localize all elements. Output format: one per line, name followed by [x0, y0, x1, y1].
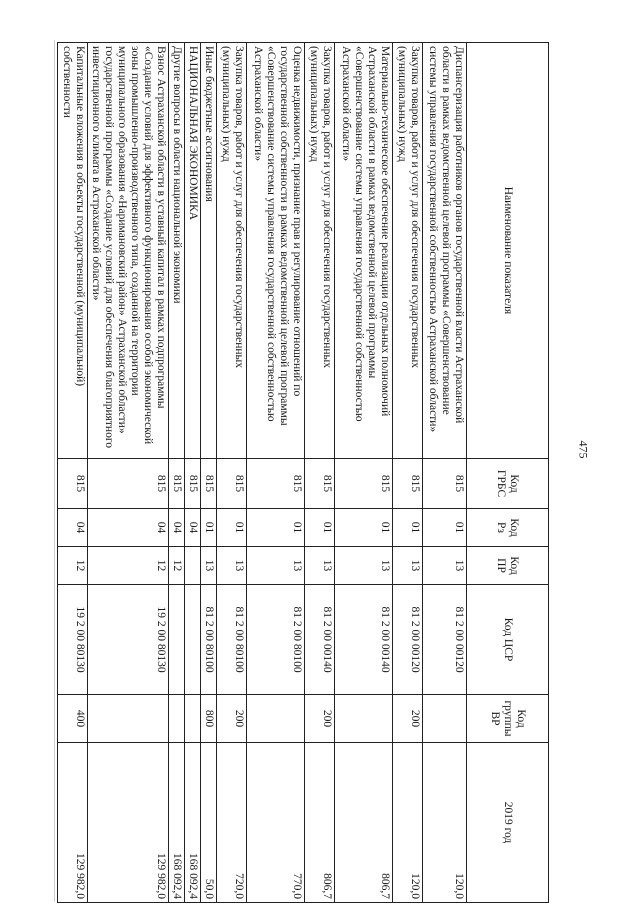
- cell-name: Диспансеризация работников органов государственной власти Астраханской области в рамках ведомственной целевой программы «Совершенствование системы управления государственной собственностью Астраханской области»: [423, 43, 467, 459]
- cell-pr: 13: [201, 547, 217, 585]
- cell-name: Закупка товаров, работ и услуг для обеспечения государственных (муниципальных) нужд: [305, 43, 335, 459]
- cell-csr: 19 2 00 80130: [58, 585, 88, 695]
- cell-grbs: 815: [423, 459, 467, 509]
- cell-rz: 01: [201, 509, 217, 547]
- cell-vr: 800: [201, 695, 217, 743]
- cell-csr: 81 2 00 00120: [423, 585, 467, 695]
- cell-year: 806,7: [305, 743, 335, 903]
- cell-csr: 81 2 00 00140: [335, 585, 393, 695]
- cell-vr: 400: [58, 695, 88, 743]
- cell-grbs: 815: [393, 459, 423, 509]
- cell-vr: 200: [393, 695, 423, 743]
- cell-year: 129 982,0: [88, 743, 169, 903]
- cell-name: Материально-техническое обеспечение реализации отдельных полномочий Астраханской области в рамках ведомственной целевой программы «Совершенствование системы управления государственной собственностью Астраханской области»: [335, 43, 393, 459]
- cell-name: Закупка товаров, работ и услуг для обеспечения государственных (муниципальных) нужд: [393, 43, 423, 459]
- cell-vr: [88, 695, 169, 743]
- table-row: [393, 43, 423, 903]
- cell-rz: 04: [58, 509, 88, 547]
- cell-rz: 01: [217, 509, 247, 547]
- cell-rz: 04: [169, 509, 185, 547]
- budget-table: [57, 42, 549, 903]
- table-row: [305, 43, 335, 903]
- cell-name: Капитальные вложения в объекты государственной (муниципальной) собственности: [58, 43, 88, 459]
- cell-vr: [335, 695, 393, 743]
- rotated-table-container: [61, 42, 549, 902]
- header-row: [467, 43, 549, 903]
- cell-grbs: 815: [217, 459, 247, 509]
- cell-csr: 81 2 00 80100: [201, 585, 217, 695]
- cell-pr: 13: [305, 547, 335, 585]
- cell-name: Иные бюджетные ассигнования: [201, 43, 217, 459]
- table-row: [423, 43, 467, 903]
- table-row: [335, 43, 393, 903]
- table-row: [201, 43, 217, 903]
- header-grbs: Код ГРБС: [467, 459, 549, 509]
- cell-csr: 19 2 00 80130: [88, 585, 169, 695]
- cell-csr: [169, 585, 185, 695]
- cell-rz: 01: [393, 509, 423, 547]
- header-pr: Код ПР: [467, 547, 549, 585]
- cell-name: НАЦИОНАЛЬНАЯ ЭКОНОМИКА: [185, 43, 201, 459]
- table-body: [58, 43, 467, 903]
- cell-name: Другие вопросы в области национальной экономики: [169, 43, 185, 459]
- cell-pr: 13: [393, 547, 423, 585]
- table-row: [185, 43, 201, 903]
- cell-year: 120,0: [393, 743, 423, 903]
- cell-name: Взнос Астраханской области в уставный капитал в рамках подпрограммы «Создание условий для эффективного функционирования особой экономической зоны промышленно-производственного типа, созданной на территории муниципального образования «Наримановский район» Астраханской области» государственной программы «Создание условий для обеспечения благоприятного инвестиционного климата в Астраханской области»: [88, 43, 169, 459]
- cell-rz: 01: [247, 509, 305, 547]
- cell-pr: 13: [217, 547, 247, 585]
- cell-grbs: 815: [88, 459, 169, 509]
- margin-line: [54, 40, 55, 902]
- cell-vr: 200: [305, 695, 335, 743]
- cell-year: 168 092,4: [169, 743, 185, 903]
- cell-pr: 12: [88, 547, 169, 585]
- cell-name: Закупка товаров, работ и услуг для обеспечения государственных (муниципальных) нужд: [217, 43, 247, 459]
- table-row: [88, 43, 169, 903]
- cell-rz: 04: [185, 509, 201, 547]
- cell-name: Оценка недвижимости, признание прав и регулирование отношений по государственной собственности в рамках ведомственной целевой программы «Совершенствование системы управления государственной собственностью Астраханской области»: [247, 43, 305, 459]
- cell-vr: 200: [217, 695, 247, 743]
- header-name: Наименование показателя: [467, 43, 549, 459]
- cell-grbs: 815: [58, 459, 88, 509]
- header-csr: Код ЦСР: [467, 585, 549, 695]
- cell-year: 120,0: [423, 743, 467, 903]
- cell-year: 770,0: [247, 743, 305, 903]
- page-number: 475: [576, 440, 591, 459]
- cell-vr: [247, 695, 305, 743]
- cell-year: 50,0: [201, 743, 217, 903]
- cell-grbs: 815: [169, 459, 185, 509]
- cell-year: 129 982,0: [58, 743, 88, 903]
- header-year: 2019 год: [467, 743, 549, 903]
- table-row: [217, 43, 247, 903]
- cell-pr: 13: [335, 547, 393, 585]
- cell-grbs: 815: [247, 459, 305, 509]
- cell-grbs: 815: [201, 459, 217, 509]
- cell-rz: 01: [335, 509, 393, 547]
- cell-year: 720,0: [217, 743, 247, 903]
- cell-csr: 81 2 00 00140: [305, 585, 335, 695]
- cell-pr: [185, 547, 201, 585]
- cell-pr: 13: [423, 547, 467, 585]
- table-row: [169, 43, 185, 903]
- cell-csr: 81 2 00 00120: [393, 585, 423, 695]
- cell-pr: 12: [169, 547, 185, 585]
- cell-vr: [169, 695, 185, 743]
- cell-csr: 81 2 00 80100: [247, 585, 305, 695]
- header-rz: Код Рз: [467, 509, 549, 547]
- cell-vr: [423, 695, 467, 743]
- cell-rz: 04: [88, 509, 169, 547]
- table-row: [58, 43, 88, 903]
- cell-rz: 01: [423, 509, 467, 547]
- cell-csr: [185, 585, 201, 695]
- cell-vr: [185, 695, 201, 743]
- cell-year: 806,7: [335, 743, 393, 903]
- cell-grbs: 815: [305, 459, 335, 509]
- table-row: [247, 43, 305, 903]
- cell-rz: 01: [305, 509, 335, 547]
- cell-pr: 13: [247, 547, 305, 585]
- header-vr: Код группы ВР: [467, 695, 549, 743]
- cell-grbs: 815: [335, 459, 393, 509]
- cell-year: 168 092,4: [185, 743, 201, 903]
- cell-csr: 81 2 00 80100: [217, 585, 247, 695]
- cell-grbs: 815: [185, 459, 201, 509]
- cell-pr: 12: [58, 547, 88, 585]
